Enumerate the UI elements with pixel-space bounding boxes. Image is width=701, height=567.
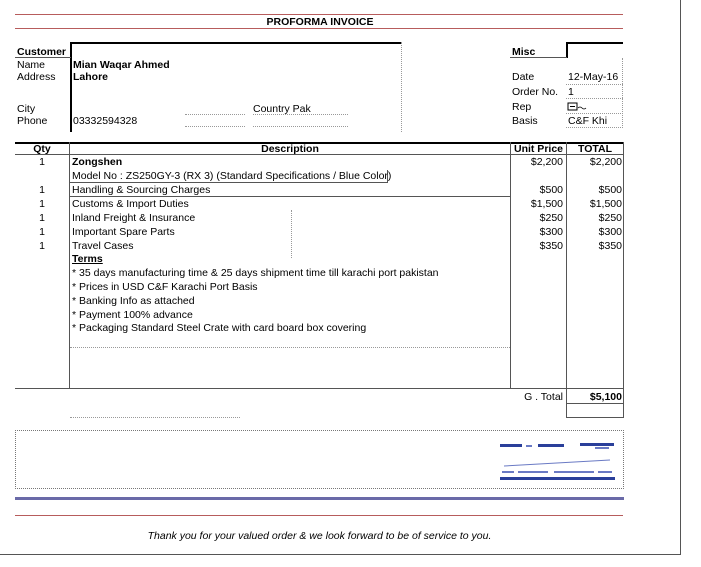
phone-label: Phone [17, 115, 48, 127]
header-unit-price: Unit Price [513, 143, 563, 155]
misc-box-top [566, 42, 623, 44]
model-row-underline [70, 182, 387, 183]
date-line [566, 84, 623, 85]
row-7-total: $350 [598, 240, 622, 252]
row-6-description: Important Spare Parts [72, 226, 175, 238]
grand-total-left [566, 389, 567, 418]
title-rule-top [15, 14, 623, 15]
row-2-description: Model No : ZS250GY-3 (RX 3) (Standard Specifications / Blue Color) [72, 170, 392, 182]
row-5-unit-price: $250 [539, 212, 563, 224]
customer-country: Country Pak [253, 103, 311, 115]
row-3-qty: 1 [39, 184, 45, 196]
order-number: 1 [568, 86, 574, 98]
row-4-description: Customs & Import Duties [72, 198, 189, 210]
footer-rule-red [15, 515, 623, 516]
phone-field-line [185, 126, 245, 127]
row-4-unit-price: $1,500 [530, 198, 563, 210]
invoice-date: 12-May-16 [568, 71, 619, 83]
page-title: PROFORMA INVOICE [266, 16, 374, 28]
terms-end-rule [70, 347, 510, 348]
customer-name: Mian Waqar Ahmed [73, 59, 170, 71]
row-7-unit-price: $350 [539, 240, 563, 252]
address-label: Address [17, 71, 56, 83]
grand-total-label: G . Total [524, 391, 563, 403]
customer-heading-underline [15, 57, 71, 58]
footer-rule-blue [15, 497, 624, 500]
term-item: * 35 days manufacturing time & 25 days shipment time till karachi port pakistan [72, 267, 439, 279]
grand-total-bottom [566, 417, 624, 418]
row-3-description: Handling & Sourcing Charges [72, 184, 211, 196]
city-field-line [185, 114, 245, 115]
misc-heading-underline [510, 57, 567, 58]
row-1-description: Zongshen [72, 156, 123, 168]
table-bottom-border [15, 388, 624, 389]
terms-heading: Terms [72, 253, 103, 265]
term-item: * Prices in USD C&F Karachi Port Basis [72, 281, 258, 293]
table-col-qty-sep [69, 142, 70, 389]
page-edge-right [680, 0, 681, 555]
signature-line [70, 417, 240, 418]
row-6-total: $300 [598, 226, 622, 238]
term-item: * Packaging Standard Steel Crate with card board box covering [72, 322, 367, 334]
table-right-border [623, 142, 624, 389]
customer-heading: Customer [17, 46, 67, 58]
grand-total-value: $5,100 [589, 391, 622, 403]
rep-line [566, 113, 623, 114]
row-6-qty: 1 [39, 226, 45, 238]
basis-value: C&F Khi [568, 115, 608, 127]
order-label: Order No. [512, 86, 559, 98]
row-4-total: $1,500 [589, 198, 622, 210]
misc-box-right [622, 58, 623, 128]
header-total: TOTAL [577, 143, 613, 155]
customer-box-left [70, 42, 72, 132]
row-5-description: Inland Freight & Insurance [72, 212, 196, 224]
row-1-total: $2,200 [589, 156, 622, 168]
row-5-qty: 1 [39, 212, 45, 224]
name-label: Name [17, 59, 46, 71]
order-line [566, 98, 623, 99]
page-edge-bottom [0, 554, 681, 555]
row-5-total: $250 [598, 212, 622, 224]
city-label: City [17, 103, 36, 115]
table-inner-divider [291, 210, 292, 258]
customer-address: Lahore [73, 71, 109, 83]
header-qty: Qty [33, 143, 51, 155]
misc-box-left [566, 42, 568, 58]
term-item: * Payment 100% advance [72, 309, 193, 321]
footer-message: Thank you for your valued order & we look forward to be of service to you. [147, 530, 492, 542]
basis-line [566, 127, 623, 128]
row-7-qty: 1 [39, 240, 45, 252]
stamp-smudge-icon [500, 440, 620, 484]
country-field-line [253, 114, 348, 115]
row-3-total: $500 [598, 184, 622, 196]
date-label: Date [512, 71, 535, 83]
customer-box-top [70, 42, 401, 44]
table-col-desc-sep [510, 142, 511, 389]
basis-label: Basis [512, 115, 538, 127]
rep-signature-icon [567, 102, 587, 112]
row-4-qty: 1 [39, 198, 45, 210]
row-1-qty: 1 [39, 156, 45, 168]
misc-heading: Misc [512, 46, 536, 58]
row-3-unit-price: $500 [539, 184, 563, 196]
table-col-price-sep [566, 142, 567, 389]
header-description: Description [261, 143, 319, 155]
customer-box-right [401, 42, 402, 132]
grand-total-right [623, 389, 624, 418]
row-1-unit-price: $2,200 [530, 156, 563, 168]
phone-field-line-2 [253, 126, 348, 127]
grand-total-underline [566, 403, 624, 404]
term-item: * Banking Info as attached [72, 295, 195, 307]
handling-row-underline [70, 196, 510, 197]
row-6-unit-price: $300 [539, 226, 563, 238]
customer-phone: 03332594328 [73, 115, 138, 127]
title-rule-bottom [15, 28, 623, 29]
row-7-description: Travel Cases [72, 240, 134, 252]
rep-label: Rep [512, 101, 532, 113]
